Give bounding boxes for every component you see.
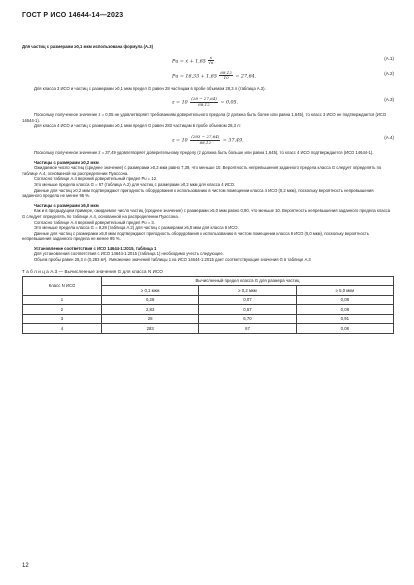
- formula-a1-tag: (А.1): [384, 55, 394, 61]
- table-row: [23, 305, 394, 315]
- paragraph-0-2um-upper-limit: Согласно таблице А.4 верхний доверительный предел Pu = 12.: [34, 176, 158, 182]
- paragraph-class3-result: Поскольку полученное значение z = 0,05 не удовлетворяет требованиям доверительного предела (z должна быть более или равна 1,645), то класс 3 ИСО не подтверждается (ИСО 14644-1).: [22, 112, 387, 123]
- formula-a2: [22, 69, 394, 80]
- table-cell-value: 0,08: [296, 324, 393, 334]
- paragraph-class4-result: Поскольку полученное значение z = 37,49 удовлетворяет доверительному пределу (z должна быть больше или равна 1,645), то класс 4 ИСО подтверждается (ИСО 14644-1).: [34, 149, 374, 155]
- paragraph-class3: Для класса 3 ИСО и частиц с размерами ≥0,1 мкм предел G равен 28 частицам в пробе объемом 28,3 л (таблица А.3).: [34, 85, 266, 91]
- table-header-size-0-2: ≥ 0,2 мкм: [199, 286, 296, 296]
- formula-a3: [22, 95, 394, 106]
- section-heading-0-2um: Частицы с размерами ≥0,2 мкм: [34, 159, 99, 165]
- formula-a1: [22, 54, 394, 65]
- paragraph-5-0um-expected: Как и в предыдущем примере, ожидаемое число частиц (среднее значение) с размерами ≥5,0 мкм равно 0,90, что меньше 10. Вероятность непревышения заданного предела класса G следует определять по таблице А.4, основанной на распределении Пуассона.: [22, 208, 391, 219]
- formula-a1-expression: [172, 56, 215, 66]
- table-cell-value: 67: [199, 324, 296, 334]
- formula-a2-rhs: = 27,64.: [235, 74, 257, 80]
- paragraph-5-0um-comparison: Это меньше предела класса G = 8,28 (таблица А.2) для частиц с размерами ≥5,0 мкм для класса 6 ИСО.: [34, 225, 239, 231]
- table-cell-value: 0,08: [296, 305, 393, 315]
- table-cell-class: 4: [23, 324, 102, 334]
- table-cell-value: 2,83: [102, 305, 199, 315]
- table-cell-value: 0,91: [296, 314, 393, 324]
- formula-a2-tag: (А.2): [384, 70, 394, 76]
- document-header: ГОСТ Р ИСО 14644-14—2023: [22, 12, 124, 19]
- table-cell-class: 1: [23, 295, 102, 305]
- formula-a2-numerator: 68,12: [220, 69, 232, 75]
- formula-a4-tag: (А.4): [384, 134, 394, 140]
- formula-a3-tag: (А.3): [384, 97, 394, 103]
- formula-a4-rhs: = 37,49.: [222, 138, 244, 144]
- paragraph-0-2um-expected: Ожидаемое число частиц (среднее значение) с размерами ≥0,2 мкм равно 7,39, что меньше 10. Вероятность непревышения заданного предела класса G следует определять по таблице А.4, основанной на распределении Пуассона.: [22, 165, 382, 176]
- table-cell-class: 2: [23, 305, 102, 315]
- table-cell-value: 0,08: [296, 295, 393, 305]
- formula-a1-lhs: Pu = ẋ + 1,65: [172, 59, 206, 65]
- formula-a4: [22, 133, 394, 144]
- table-header-group: Вычисленный предел класса G для размера частиц: [102, 276, 394, 286]
- formula-a4-lhs: z = 10: [172, 138, 188, 144]
- table-cell-class: 3: [23, 314, 102, 324]
- formula-a1-denominator: √n: [208, 60, 214, 66]
- formula-a2-fraction: [219, 71, 232, 81]
- table-g-values: [22, 276, 394, 334]
- table-row: [23, 295, 394, 305]
- table-header-class: Класс N ИСО: [23, 276, 102, 295]
- formula-a1-fraction: [208, 56, 213, 66]
- table-caption: Т а б л и ц а А.3 — Вычисленные значения G для класса N ИСО: [22, 268, 163, 274]
- page-number: 12: [22, 563, 29, 569]
- paragraph-conformity-volume: Объем пробы равен 28,3 л (0,283 м³). Умножение значений таблицы 1 из ИСО 14644-1:2015 дает соответствующие значения G в таблице А.3: [34, 257, 311, 263]
- section-heading-5-0um: Частицы с размерами ≥5,0 мкм: [34, 202, 99, 208]
- formula-a1-numerator: ẋ: [209, 54, 213, 60]
- formula-a3-fraction: [190, 97, 218, 107]
- page-content: [22, 44, 394, 334]
- formula-a3-denominator: 68,12: [198, 101, 210, 107]
- formula-a3-rhs: = 0,05.: [220, 100, 239, 106]
- table-cell-value: 28: [102, 314, 199, 324]
- section-heading-conformity: Установление соответствия с ИСО 14644-1:2015, таблица 1: [34, 245, 157, 251]
- table-header-size-0-1: ≥ 0,1 мкм: [102, 286, 199, 296]
- formula-a3-numerator: (28 − 27,64): [191, 96, 217, 102]
- formula-a3-expression: [172, 97, 238, 107]
- paragraph-0-2um-conclusion: Данные для частиц ≥0,2 мкм подтверждают пригодность оборудования к использованию в чистом помещении класса 4 ИСО (0,2 мкм), поскольку вероятность непревышения заданного предела не менее 95 %.: [22, 187, 374, 199]
- formula-a4-denominator: 68,12: [199, 139, 212, 145]
- formula-a3-lhs: z = 10: [172, 100, 188, 106]
- section-heading-0-1um: Для частиц с размерами ≥0,1 мкм использована формула (А.3): [22, 44, 153, 49]
- formula-a2-lhs: Pu = 16,33 + 1,65: [172, 74, 217, 80]
- table-row: [23, 314, 394, 324]
- table-cell-value: 0,67: [199, 305, 296, 315]
- formula-a4-fraction: [190, 135, 220, 145]
- paragraph-class4: Для класса 4 ИСО и частиц с размерами ≥0,1 мкм предел G равен 283 частицам в пробе объемом 28,3 л:: [34, 123, 241, 129]
- paragraph-0-2um-comparison: Это меньше предела класса G = 67 (таблица А.2) для частиц с размерами ≥0,2 мкм для класса 4 ИСО.: [34, 181, 236, 187]
- formula-a2-denominator: 10: [223, 75, 229, 81]
- table-cell-value: 6,70: [199, 314, 296, 324]
- table-cell-value: 0,07: [199, 295, 296, 305]
- table-cell-value: 0,28: [102, 295, 199, 305]
- formula-a4-expression: [172, 135, 244, 145]
- table-header-size-5-0: ≥ 5,0 мкм: [296, 286, 393, 296]
- table-cell-value: 283: [102, 324, 199, 334]
- table-row: [23, 324, 394, 334]
- paragraph-conformity-intro: Для установления соответствия с ИСО 14644-1:2015 (таблица 1) необходимо учесть следующее.: [34, 251, 224, 257]
- paragraph-5-0um-upper-limit: Согласно таблице А.4 верхний доверительный предел Pu = 3.: [34, 219, 155, 225]
- paragraph-5-0um-conclusion: Данные для частиц с размерами ≥5,0 мкм подтверждают пригодность оборудования к использованию в чистом помещении класса 6 ИСО (5,0 мкм), поскольку вероятность непревышения заданного предела не менее 95 %.: [22, 230, 369, 242]
- formula-a4-numerator: (283 − 27,64): [191, 133, 220, 139]
- formula-a2-expression: [172, 71, 256, 81]
